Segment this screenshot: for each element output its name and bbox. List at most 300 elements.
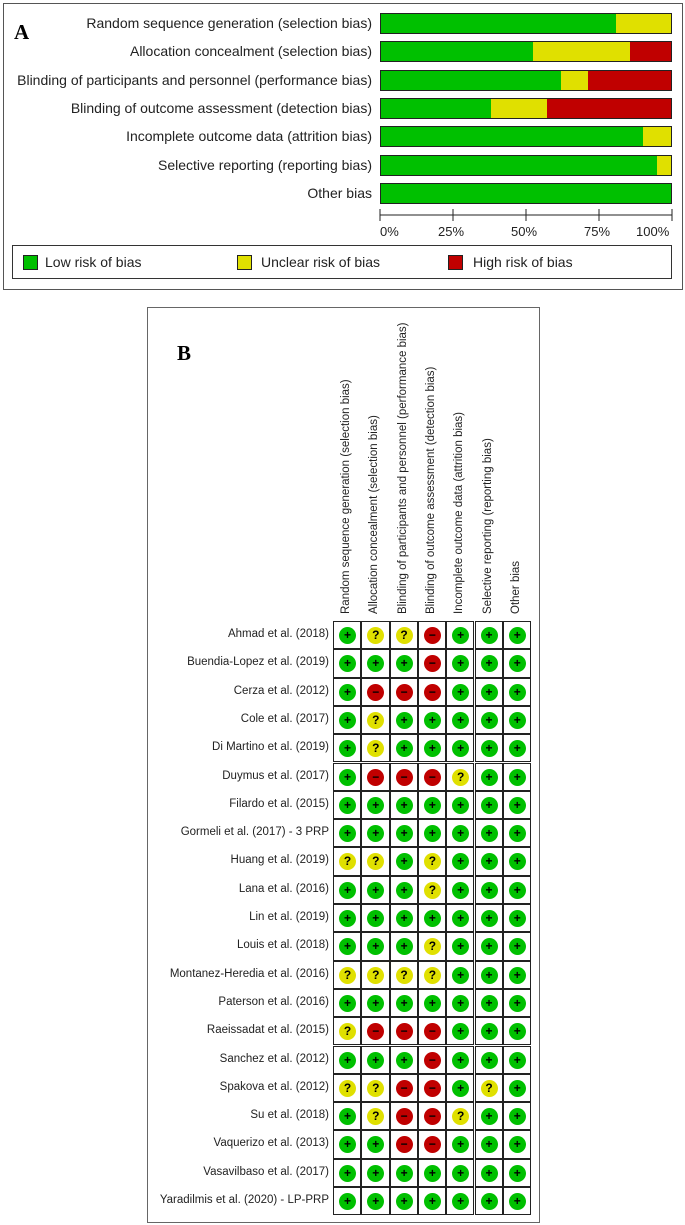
legend-label-high: High risk of bias [473, 254, 573, 270]
grid-cell [446, 763, 474, 791]
low-risk-icon: + [509, 1108, 526, 1125]
grid-cell [475, 1074, 503, 1102]
grid-cell [503, 961, 531, 989]
grid-cell [418, 847, 446, 875]
low-risk-icon: + [481, 1136, 498, 1153]
grid-cell [390, 932, 418, 960]
grid-cell [418, 1046, 446, 1074]
legend [12, 245, 672, 279]
low-risk-icon: + [367, 655, 384, 672]
grid-cell [418, 989, 446, 1017]
grid-cell [503, 734, 531, 762]
low-risk-icon: + [509, 995, 526, 1012]
grid-cell [503, 649, 531, 677]
grid-cell [333, 961, 361, 989]
grid-cell [333, 678, 361, 706]
low-risk-icon: + [367, 797, 384, 814]
low-risk-icon: + [509, 1136, 526, 1153]
grid-cell [390, 1046, 418, 1074]
grid-cell [418, 1102, 446, 1130]
x-tick-label: 25% [438, 224, 465, 239]
low-risk-icon: + [424, 995, 441, 1012]
low-risk-icon: + [481, 712, 498, 729]
grid-cell [390, 649, 418, 677]
legend-swatch-low [23, 255, 38, 270]
low-risk-icon: + [452, 684, 469, 701]
grid-cell [446, 734, 474, 762]
low-risk-icon: + [452, 1023, 469, 1040]
low-risk-icon: + [481, 1023, 498, 1040]
grid-cell [503, 1102, 531, 1130]
low-risk-icon: + [481, 853, 498, 870]
grid-cell [418, 649, 446, 677]
grid-cell [333, 706, 361, 734]
low-risk-icon: + [424, 910, 441, 927]
grid-cell [446, 876, 474, 904]
grid-cell [475, 1187, 503, 1215]
grid-cell [333, 649, 361, 677]
grid-cell [418, 961, 446, 989]
high-risk-icon: − [396, 769, 413, 786]
grid-cell [446, 621, 474, 649]
study-label: Montanez-Heredia et al. (2016) [169, 967, 329, 980]
high-risk-icon: − [396, 1080, 413, 1097]
low-risk-icon: + [452, 1052, 469, 1069]
study-label: Lin et al. (2019) [249, 911, 329, 923]
low-risk-icon: + [396, 938, 413, 955]
grid-cell [390, 1130, 418, 1158]
low-risk-icon: + [339, 882, 356, 899]
column-header: Random sequence generation (selection bias) [340, 379, 352, 614]
low-risk-icon: + [481, 1165, 498, 1182]
low-risk-icon: + [481, 797, 498, 814]
legend-swatch-unclear [237, 255, 252, 270]
column-header: Other bias [509, 560, 522, 614]
grid-cell [446, 932, 474, 960]
grid-cell [418, 1074, 446, 1102]
grid-cell [503, 1074, 531, 1102]
study-label: Filardo et al. (2015) [229, 797, 329, 810]
grid-cell [475, 649, 503, 677]
low-risk-icon: + [509, 740, 526, 757]
grid-cell [390, 1102, 418, 1130]
domain-label: Blinding of outcome assessment (detection bias) [70, 99, 372, 116]
low-risk-icon: + [481, 655, 498, 672]
low-risk-icon: + [509, 684, 526, 701]
low-risk-icon: + [339, 995, 356, 1012]
unclear-risk-icon: ? [339, 1023, 356, 1040]
grid-cell [361, 791, 389, 819]
low-risk-icon: + [367, 1193, 384, 1210]
grid-cell [503, 819, 531, 847]
grid-cell [418, 1187, 446, 1215]
low-risk-icon: + [396, 910, 413, 927]
grid-cell [333, 1017, 361, 1045]
low-risk-icon: + [452, 1080, 469, 1097]
domain-label: Random sequence generation (selection bias) [86, 15, 372, 31]
grid-cell [390, 1017, 418, 1045]
study-label: Cole et al. (2017) [240, 712, 329, 725]
grid-cell [390, 763, 418, 791]
low-risk-icon: + [339, 655, 356, 672]
domain-label: Other bias [307, 184, 372, 201]
grid-cell [418, 932, 446, 960]
low-risk-icon: + [509, 1165, 526, 1182]
grid-cell [503, 763, 531, 791]
grid-cell [503, 1130, 531, 1158]
low-risk-icon: + [339, 684, 356, 701]
grid-cell [333, 734, 361, 762]
grid-cell [333, 819, 361, 847]
low-risk-icon: + [509, 910, 526, 927]
grid-cell [361, 649, 389, 677]
low-risk-icon: + [339, 1136, 356, 1153]
grid-cell [361, 1046, 389, 1074]
grid-cell [475, 932, 503, 960]
grid-cell [446, 1046, 474, 1074]
study-label: Raeissadat et al. (2015) [206, 1024, 329, 1037]
low-risk-icon: + [424, 712, 441, 729]
grid-cell [503, 1017, 531, 1045]
low-risk-icon: + [396, 853, 413, 870]
study-label: Duymus et al. (2017) [222, 769, 329, 782]
unclear-risk-icon: ? [367, 1108, 384, 1125]
low-risk-icon: + [452, 1136, 469, 1153]
grid-cell [475, 1159, 503, 1187]
low-risk-icon: + [339, 797, 356, 814]
high-risk-icon: − [424, 655, 441, 672]
grid-cell [503, 932, 531, 960]
unclear-risk-icon: ? [424, 938, 441, 955]
high-risk-icon: − [367, 684, 384, 701]
grid-cell [361, 847, 389, 875]
grid-cell [361, 1187, 389, 1215]
grid-cell [390, 706, 418, 734]
low-risk-icon: + [396, 740, 413, 757]
grid-cell [503, 1046, 531, 1074]
study-label: Cerza et al. (2012) [233, 684, 329, 697]
low-risk-icon: + [396, 1193, 413, 1210]
grid-cell [333, 932, 361, 960]
grid-cell [333, 1130, 361, 1158]
unclear-risk-icon: ? [339, 967, 356, 984]
grid-cell [390, 791, 418, 819]
grid-cell [361, 1102, 389, 1130]
grid-cell [475, 1102, 503, 1130]
low-risk-icon: + [509, 655, 526, 672]
grid-cell [390, 734, 418, 762]
grid-cell [418, 791, 446, 819]
grid-cell [503, 1187, 531, 1215]
study-label: Spakova et al. (2012) [219, 1080, 329, 1093]
grid-cell [418, 1017, 446, 1045]
grid-cell [446, 1074, 474, 1102]
low-risk-icon: + [481, 1193, 498, 1210]
low-risk-icon: + [452, 740, 469, 757]
low-risk-icon: + [452, 967, 469, 984]
grid-cell [475, 961, 503, 989]
unclear-risk-icon: ? [452, 769, 469, 786]
low-risk-icon: + [367, 1165, 384, 1182]
grid-cell [475, 847, 503, 875]
study-label: Louis et al. (2018) [236, 939, 329, 952]
low-risk-icon: + [339, 1193, 356, 1210]
high-risk-icon: − [424, 627, 441, 644]
grid-cell [333, 876, 361, 904]
grid-cell [475, 819, 503, 847]
grid-cell [446, 1187, 474, 1215]
low-risk-icon: + [452, 825, 469, 842]
grid-cell [446, 678, 474, 706]
grid-cell [333, 1159, 361, 1187]
grid-cell [503, 706, 531, 734]
low-risk-icon: + [509, 1052, 526, 1069]
grid-cell [361, 1017, 389, 1045]
grid-cell [475, 763, 503, 791]
grid-cell [446, 706, 474, 734]
x-tick-label: 100% [636, 224, 670, 239]
grid-cell [475, 621, 503, 649]
low-risk-icon: + [452, 712, 469, 729]
grid-cell [446, 791, 474, 819]
grid-cell [446, 1159, 474, 1187]
grid-cell [446, 1130, 474, 1158]
x-tick-label: 0% [380, 224, 399, 239]
grid-cell [333, 791, 361, 819]
grid-cell [503, 791, 531, 819]
unclear-risk-icon: ? [367, 712, 384, 729]
low-risk-icon: + [509, 938, 526, 955]
low-risk-icon: + [367, 825, 384, 842]
grid-cell [475, 1130, 503, 1158]
grid-cell [446, 904, 474, 932]
grid-cell [361, 961, 389, 989]
high-risk-icon: − [424, 1023, 441, 1040]
high-risk-icon: − [367, 1023, 384, 1040]
x-tick-label: 50% [511, 224, 538, 239]
grid-cell [503, 1159, 531, 1187]
low-risk-icon: + [452, 995, 469, 1012]
domain-label: Allocation concealment (selection bias) [129, 43, 372, 60]
study-label: Yaradilmis et al. (2020) - LP-PRP [159, 1194, 329, 1206]
grid-cell [361, 1074, 389, 1102]
x-axis [0, 0, 685, 245]
grid-cell [475, 904, 503, 932]
grid-cell [333, 1187, 361, 1215]
low-risk-icon: + [509, 825, 526, 842]
low-risk-icon: + [339, 1052, 356, 1069]
grid-cell [390, 961, 418, 989]
low-risk-icon: + [396, 995, 413, 1012]
grid-cell [446, 819, 474, 847]
low-risk-icon: + [481, 967, 498, 984]
low-risk-icon: + [509, 627, 526, 644]
low-risk-icon: + [481, 769, 498, 786]
grid-cell [390, 1187, 418, 1215]
high-risk-icon: − [424, 1136, 441, 1153]
grid-cell [475, 876, 503, 904]
low-risk-icon: + [424, 1165, 441, 1182]
grid-cell [475, 989, 503, 1017]
low-risk-icon: + [396, 712, 413, 729]
grid-cell [503, 876, 531, 904]
legend-label-unclear: Unclear risk of bias [261, 254, 381, 270]
grid-cell [418, 819, 446, 847]
high-risk-icon: − [424, 684, 441, 701]
low-risk-icon: + [396, 655, 413, 672]
unclear-risk-icon: ? [396, 627, 413, 644]
low-risk-icon: + [509, 797, 526, 814]
high-risk-icon: − [396, 1108, 413, 1125]
grid-cell [333, 763, 361, 791]
low-risk-icon: + [509, 882, 526, 899]
high-risk-icon: − [424, 1108, 441, 1125]
low-risk-icon: + [424, 740, 441, 757]
low-risk-icon: + [481, 938, 498, 955]
grid-cell [361, 1159, 389, 1187]
grid-cell [390, 621, 418, 649]
column-header: Selective reporting (reporting bias) [481, 438, 494, 614]
grid-cell [446, 961, 474, 989]
low-risk-icon: + [396, 1052, 413, 1069]
panel-a-letter: A [14, 20, 30, 44]
study-label: Paterson et al. (2016) [218, 995, 329, 1008]
study-label: Di Martino et al. (2019) [212, 741, 329, 754]
unclear-risk-icon: ? [424, 882, 441, 899]
grid-cell [361, 819, 389, 847]
low-risk-icon: + [509, 1023, 526, 1040]
low-risk-icon: + [481, 825, 498, 842]
study-label: Su et al. (2018) [250, 1109, 329, 1122]
low-risk-icon: + [481, 1108, 498, 1125]
domain-label: Blinding of participants and personnel (performance bias) [17, 71, 372, 88]
high-risk-icon: − [396, 1023, 413, 1040]
study-label: Vasavilbaso et al. (2017) [203, 1165, 329, 1178]
low-risk-icon: + [481, 627, 498, 644]
low-risk-icon: + [424, 797, 441, 814]
study-label: Huang et al. (2019) [230, 854, 329, 867]
low-risk-icon: + [339, 769, 356, 786]
grid-cell [475, 706, 503, 734]
unclear-risk-icon: ? [367, 740, 384, 757]
grid-cell [390, 904, 418, 932]
grid-cell [333, 1102, 361, 1130]
grid-cell [503, 904, 531, 932]
low-risk-icon: + [481, 882, 498, 899]
grid-cell [333, 989, 361, 1017]
low-risk-icon: + [367, 910, 384, 927]
low-risk-icon: + [396, 825, 413, 842]
grid-cell [361, 876, 389, 904]
unclear-risk-icon: ? [396, 967, 413, 984]
study-label: Vaquerizo et al. (2013) [213, 1137, 329, 1150]
low-risk-icon: + [481, 684, 498, 701]
unclear-risk-icon: ? [424, 853, 441, 870]
grid-cell [333, 847, 361, 875]
grid-cell [503, 678, 531, 706]
low-risk-icon: + [424, 825, 441, 842]
low-risk-icon: + [339, 938, 356, 955]
low-risk-icon: + [452, 853, 469, 870]
low-risk-icon: + [452, 655, 469, 672]
grid-cell [418, 678, 446, 706]
grid-cell [390, 678, 418, 706]
low-risk-icon: + [339, 1108, 356, 1125]
grid-cell [361, 678, 389, 706]
grid-cell [361, 763, 389, 791]
grid-cell [418, 706, 446, 734]
grid-cell [503, 621, 531, 649]
panel-b-letter: B [177, 341, 192, 365]
grid-cell [418, 763, 446, 791]
study-label: Buendia-Lopez et al. (2019) [187, 656, 329, 669]
high-risk-icon: − [424, 1052, 441, 1069]
grid-cell [475, 678, 503, 706]
study-label: Ahmad et al. (2018) [227, 628, 329, 640]
grid-cell [418, 1159, 446, 1187]
low-risk-icon: + [452, 1165, 469, 1182]
grid-cell [390, 1074, 418, 1102]
grid-cell [333, 621, 361, 649]
unclear-risk-icon: ? [424, 967, 441, 984]
low-risk-icon: + [509, 853, 526, 870]
low-risk-icon: + [339, 740, 356, 757]
study-label: Lana et al. (2016) [238, 882, 329, 895]
grid-cell [503, 989, 531, 1017]
low-risk-icon: + [367, 938, 384, 955]
low-risk-icon: + [452, 882, 469, 899]
legend-swatch-high [448, 255, 463, 270]
grid-cell [361, 904, 389, 932]
unclear-risk-icon: ? [339, 1080, 356, 1097]
low-risk-icon: + [339, 627, 356, 644]
grid-cell [475, 1046, 503, 1074]
unclear-risk-icon: ? [339, 853, 356, 870]
low-risk-icon: + [396, 797, 413, 814]
grid-cell [475, 791, 503, 819]
grid-cell [361, 706, 389, 734]
grid-cell [418, 1130, 446, 1158]
column-header: Allocation concealment (selection bias) [368, 415, 381, 614]
grid-cell [333, 904, 361, 932]
domain-label: Incomplete outcome data (attrition bias) [126, 128, 372, 145]
low-risk-icon: + [339, 910, 356, 927]
domain-label: Selective reporting (reporting bias) [158, 156, 372, 173]
high-risk-icon: − [424, 769, 441, 786]
grid-cell [361, 989, 389, 1017]
low-risk-icon: + [509, 1193, 526, 1210]
grid-cell [475, 734, 503, 762]
low-risk-icon: + [481, 995, 498, 1012]
low-risk-icon: + [396, 882, 413, 899]
low-risk-icon: + [509, 967, 526, 984]
unclear-risk-icon: ? [481, 1080, 498, 1097]
grid-cell [418, 621, 446, 649]
unclear-risk-icon: ? [367, 967, 384, 984]
column-header: Incomplete outcome data (attrition bias) [453, 412, 466, 614]
grid-cell [390, 819, 418, 847]
grid-cell [390, 847, 418, 875]
low-risk-icon: + [339, 712, 356, 729]
study-label: Gormeli et al. (2017) - 3 PRP [180, 826, 329, 839]
grid-cell [333, 1046, 361, 1074]
low-risk-icon: + [396, 1165, 413, 1182]
grid-cell [361, 932, 389, 960]
grid-cell [418, 876, 446, 904]
grid-cell [446, 1017, 474, 1045]
grid-cell [361, 1130, 389, 1158]
grid-cell [361, 734, 389, 762]
